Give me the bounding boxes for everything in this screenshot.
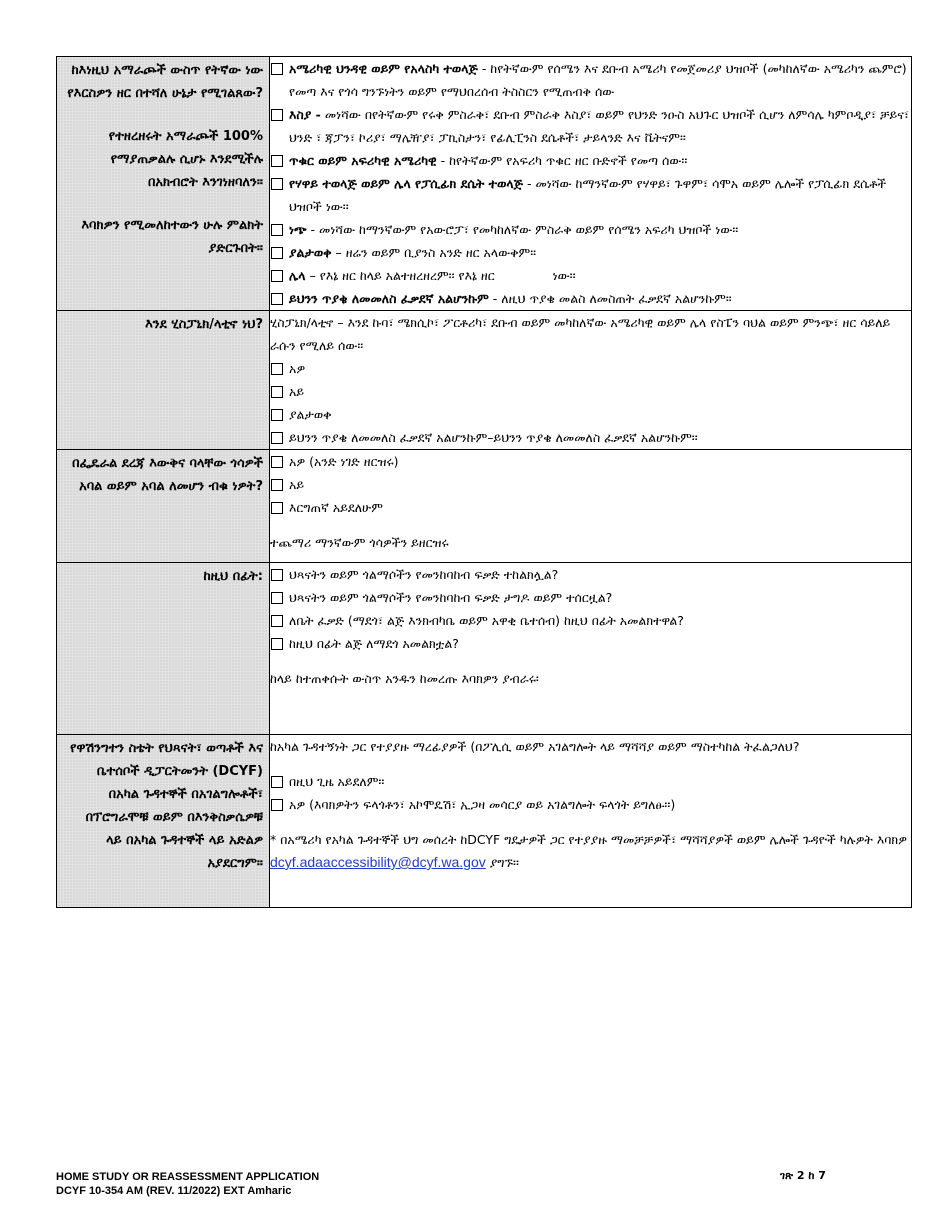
race-option-native-american[interactable]: አሜሪካዊ ህንዳዊ ወይም የአላስካ ተወላጅ - ከየትኛውም የሰሜን እና ደቡብ አሜሪካ የመጀመሪያ ህዝቦች (መካከለኛው አሜሪካን ጨምሮ) የመጣ እና የጎሳ ግንኙነትን ወይም የማህበረሰብ ትስስርን የሚጠብቅ ሰው: [270, 57, 911, 103]
checkbox[interactable]: [271, 615, 283, 627]
history-option-revoked[interactable]: ህጻናትን ወይም ጎልማሶችን የመንከባከብ ፍቃድ ታግዶ ወይም ተሰርዟል?: [270, 586, 911, 609]
checkbox[interactable]: [271, 63, 283, 75]
history-option-denied[interactable]: ህጻናትን ወይም ጎልማሶችን የመንከባከብ ፍቃድ ተከልክሏል?: [270, 563, 911, 586]
hispanic-option-unknown[interactable]: ያልታወቀ: [270, 403, 911, 426]
checkbox[interactable]: [271, 502, 283, 514]
checkbox[interactable]: [271, 270, 283, 282]
checkbox[interactable]: [271, 479, 283, 491]
application-form-table: [56, 56, 912, 908]
hispanic-option-decline[interactable]: ይህንን ጥያቄ ለመመለስ ፈቃደኛ አልሆንኩም–ይህንን ጥያቄ ለመመለስ ፈቃደኛ አልሆንኩም፡፡: [270, 426, 911, 449]
hispanic-option-yes[interactable]: አዎ: [270, 357, 911, 380]
tribe-options-cell: [270, 450, 912, 563]
race-option-black[interactable]: ጥቁር ወይም አፍሪካዊ አሜሪካዊ - ከየትኛውም የአፍሪካ ጥቁር ዘር ቡድኖች የመጣ ሰው፡፡: [270, 149, 911, 172]
tribe-option-no[interactable]: አይ: [270, 473, 911, 496]
race-option-other[interactable]: ሌላ – የእኔ ዘር ከላይ አልተዘረዘረም፡፡ የእኔ ዘር ነው፡፡: [270, 264, 911, 287]
ada-email-link[interactable]: dcyf.adaaccessibility@dcyf.wa.gov: [270, 854, 486, 870]
tribe-question-label: በፌዴራል ደረጃ እውቅና ባላቸው ጎሳዎች አባል ወይም አባል ለመሆን ብቁ ነዎት?: [72, 456, 263, 494]
race-option-unknown[interactable]: ያልታወቀ – ዘሬን ወይም ቢያንስ አንድ ዘር አላውቅም፡፡: [270, 241, 911, 264]
footer-page-number: ገጽ 2 ከ 7: [780, 1169, 826, 1182]
checkbox[interactable]: [271, 592, 283, 604]
hispanic-options-cell: [270, 311, 912, 450]
checkbox[interactable]: [271, 386, 283, 398]
accommodation-option-yes[interactable]: አዎ (እባክዎትን ፍላጎቶን፣ አኮሞዴሽ፣ ኢጋዛ መሳርያ ወይ አገልግሎት ፍላጎት ይግለፁ፡፡): [270, 793, 911, 816]
race-options-cell: [270, 57, 912, 311]
hispanic-option-no[interactable]: አይ: [270, 380, 911, 403]
history-options-cell: [270, 563, 912, 735]
race-disclaimer-label: የተዘረዘሩት አማራጮች 100% የማያጠቃልሉ ሲሆኑ እንደሚችሉ በአክብሮት እንገነዘባለን፡፡: [108, 129, 263, 190]
tribe-list-prompt: ተጨማሪ ማንኛውም ጎሳዎችን ይዘርዝሩ: [270, 535, 449, 550]
history-explain-prompt: ከላይ ከተጠቀሱት ውስጥ አንዱን ከመረጡ እባክዎን ያብራሩ፡: [270, 671, 539, 686]
checkbox[interactable]: [271, 224, 283, 236]
accommodation-question: ከአካል ጉዳተኝነት ጋር የተያያዙ ማረፊያዎች (በፖሊሲ ወይም አገልግሎት ላይ ማሻሻያ ወይም ማስተካከል ትፈልጋለህ?: [270, 739, 800, 754]
race-label-cell: [57, 57, 270, 311]
accessibility-row: [57, 735, 912, 908]
checkbox[interactable]: [271, 178, 283, 190]
tribe-option-yes[interactable]: አዎ (አንድ ነገድ ዘርዝሩ): [270, 450, 911, 473]
footer-form-number: DCYF 10-354 AM (REV. 11/2022) EXT Amharic: [56, 1185, 292, 1197]
history-question-label: ከዚህ በፊት:: [203, 569, 263, 584]
checkbox[interactable]: [271, 363, 283, 375]
history-label-cell: [57, 563, 270, 735]
tribe-option-not-sure[interactable]: እርግጠኛ አይደለሁም: [270, 496, 911, 519]
checkbox[interactable]: [271, 799, 283, 811]
checkbox[interactable]: [271, 293, 283, 305]
ada-contact-note: * በአሜሪካ የአካል ጉዳተኞች ህግ መሰረት ከDCYF ግዴታዎች ጋር የተያያዙ ማመቻቻዎች፣ ማሻሻያዎች ወይም ሌሎች ጉዳዮች ካሉዎት እባክዎ dcyf.adaaccessibility@dcyf.wa.gov ያግኙ፡፡: [270, 832, 907, 870]
history-row: [57, 563, 912, 735]
checkbox[interactable]: [271, 776, 283, 788]
tribe-row: [57, 450, 912, 563]
checkbox[interactable]: [271, 638, 283, 650]
checkbox[interactable]: [271, 155, 283, 167]
checkbox[interactable]: [271, 247, 283, 259]
race-row: [57, 57, 912, 311]
checkbox[interactable]: [271, 409, 283, 421]
footer-form-info: [56, 1170, 319, 1198]
checkbox[interactable]: [271, 569, 283, 581]
checkbox[interactable]: [271, 432, 283, 444]
accessibility-label-cell: [57, 735, 270, 908]
tribe-label-cell: [57, 450, 270, 563]
footer-form-title: HOME STUDY OR REASSESSMENT APPLICATION: [56, 1171, 320, 1183]
accommodation-option-not-now[interactable]: በዚህ ጊዜ አይደለም፡፡: [270, 770, 911, 793]
hispanic-label-cell: [57, 311, 270, 450]
hispanic-definition: ሂስፓኒክ/ላቲኖ – እንደ ኩባ፣ ሜክሲኮ፣ ፖርቶሪካ፣ ደቡብ ወይም መካከለኛው አሜሪካዊ ወይም ሌላ የስፔን ባህል ወይም ምንጭ፣ ዘር ሳይለይ ራሱን የሚለይ ሰው፡፡: [270, 315, 891, 353]
race-option-asian[interactable]: እስያ - መነሻው በየትኛውም የሩቅ ምስራቅ፣ ደቡብ ምስራቅ እስያ፣ ወይም የህንድ ንዑስ አህጉር ህዝቦች ሲሆን ለምሳሌ ካምቦዲያ፣ ቻይና፣ ህንድ ፣ ጃፓን፣ ኮሪያ፣ ማሌዥያ፣ ፓኪስታን፣ የፊሊፒንስ ደሴቶች፣ ታይላንድ እና ቬትናም፡፡: [270, 103, 911, 149]
checkbox[interactable]: [271, 456, 283, 468]
accessibility-options-cell: [270, 735, 912, 908]
history-option-applied-license[interactable]: ለቤት ፈቃድ (ማደጎ፣ ልጅ እንክብካቤ ወይም አዋቂ ቤተሰብ) ከዚህ በፊት አመልክተዋል?: [270, 609, 911, 632]
race-instruction-label: እባክዎን የሚመለከተውን ሁሉ ምልክት ያድርጉበት፡፡: [81, 218, 263, 256]
race-option-pacific-islander[interactable]: የሃዋይ ተወላጅ ወይም ሌላ የፓሲፊክ ደሴት ተወላጅ - መነሻው ከማንኛውም የሃዋይ፣ ጉዋም፣ ሳሞአ ወይም ሌሎች የፓሲፊክ ደሴቶች ህዝቦች ነው፡፡: [270, 172, 911, 218]
hispanic-row: [57, 311, 912, 450]
hispanic-question-label: እንደ ሂስፓኒክ/ላቲኖ ነህ?: [145, 317, 263, 332]
race-option-white[interactable]: ነጭ - መነሻው ከማንኛውም የአውሮፓ፣ የመካከለኛው ምስራቅ ወይም የሰሜን አፍሪካ ህዝቦች ነው፡፡: [270, 218, 911, 241]
history-option-applied-adoption[interactable]: ከዚህ በፊት ልጅ ለማደጎ አመልክቷል?: [270, 632, 911, 655]
accessibility-statement-label: የዋሽንግተን ስቴት የህጻናት፣ ወጣቶች እና ቤተሰቦች ዲፓርትመንት (DCYF) በአካል ጉዳተኞች በአገልግሎቶች፣ በፕሮግራሞቹ ወይም በእንቅስቃሴዎቹ ላይ በአካል ጉዳተኞች ላይ አድልዎ አያደርግም፡፡: [70, 741, 263, 871]
race-option-decline[interactable]: ይህንን ጥያቄ ለመመለስ ፈቃደኛ አልሆንኩም - ለዚህ ጥያቄ መልስ ለመስጠት ፈቃደኛ አልሆንኩም፡፡: [270, 287, 911, 310]
race-question-label: ከእነዚህ አማራጮች ውስጥ የትኛው ነው የእርስዎን ዘር በተሻለ ሁኔታ የሚገልጸው?: [67, 63, 263, 101]
checkbox[interactable]: [271, 109, 283, 121]
